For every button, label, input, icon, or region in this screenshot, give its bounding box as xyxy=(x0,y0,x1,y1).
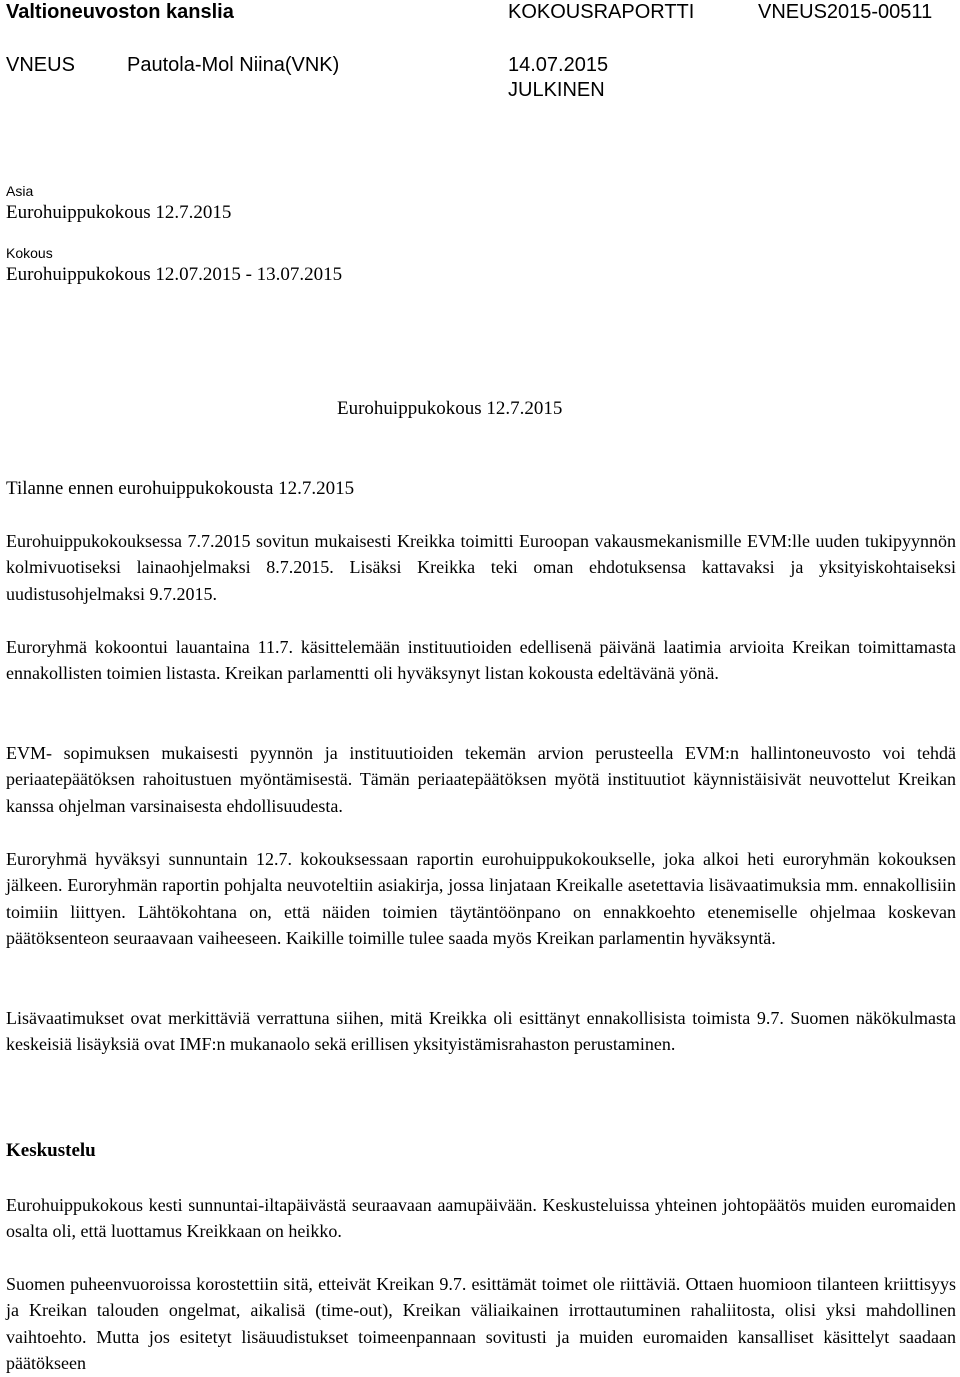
paragraph: EVM- sopimuksen mukaisesti pyynnön ja instituutioiden tekemän arvion perusteella EVM:n hallintoneuvosto voi tehdä periaatepäätöksen rahoitustuen myöntämisestä. Tämän periaatepäätöksen myötä instituutiot käynnistäisivät neuvottelut Kreikan kanssa ohjelman varsinaisesta ehdollisuudesta. xyxy=(6,743,956,816)
section-heading-discussion: Keskustelu xyxy=(6,1140,96,1161)
subject-value: Eurohuippukokous 12.7.2015 xyxy=(6,202,232,223)
unit-code: VNEUS xyxy=(6,54,75,76)
document-date: 14.07.2015 xyxy=(508,54,609,76)
paragraph: Euroryhmä hyväksyi sunnuntain 12.7. kokouksessaan raportin eurohuippukokoukselle, joka alkoi heti euroryhmän kokouksen jälkeen. Euroryhmän raportin pohjalta neuvoteltiin asiakirja, jossa linjataan Kreikalle asetettavia lisävaatimuksia mm. ennakollisiin toimiin liittyen. Lähtökohtana on, että näiden toimien täytäntöönpano on ennakkoehto etenemiselle ohjelmaa koskevan päätöksenteon seuraavaan vaiheeseen. Kaikille toimille tulee saada myös Kreikan parlamentin hyväksyntä. xyxy=(6,849,956,949)
paragraph: Lisävaatimukset ovat merkittäviä verrattuna siihen, mitä Kreikka oli esittänyt ennakollisista toimista 9.7. Suomen näkökulmasta keskeisiä lisäyksiä ovat IMF:n mukanaolo sekä erillisen yksityistämisrahaston perustaminen. xyxy=(6,1008,956,1055)
meeting-value: Eurohuippukokous 12.07.2015 - 13.07.2015 xyxy=(6,264,343,285)
classification: JULKINEN xyxy=(508,79,605,101)
paragraph: Suomen puheenvuoroissa korostettiin sitä, etteivät Kreikan 9.7. esittämät toimet ole riittäviä. Ottaen huomioon tilanteen kriittisyys ja Kreikan talouden ongelmat, aikalisä (time-out), Kreikan väliaikainen irrottautuminen rahaliitosta, olisi yksi mahdollinen vaihtoehto. Mutta jos esitetyt lisäuudistukset toimeenpannaan sovitusti ja muiden euromaiden kansalliset käsittelyt saadaan päätökseen xyxy=(6,1274,956,1374)
paragraph: Euroryhmä kokoontui lauantaina 11.7. käsittelemään instituutioiden edellisenä päivänä laatimia arvioita Kreikan toimittamasta ennakollisten toimien listasta. Kreikan parlamentti oli hyväksynyt listan kokousta edeltävänä yönä. xyxy=(6,637,956,684)
section-heading-situation: Tilanne ennen eurohuippukokousta 12.7.2015 xyxy=(6,478,355,499)
meeting-label: Kokous xyxy=(6,245,53,261)
document-id: VNEUS2015-00511 xyxy=(758,1,933,23)
paragraph: Eurohuippukokouksessa 7.7.2015 sovitun mukaisesti Kreikka toimitti Euroopan vakausmekanismille EVM:lle uuden tukipyynnön kolmivuotiseksi lainaohjelmaksi 8.7.2015. Lisäksi Kreikka teki oman ehdotuksensa kattavaksi ja yksityiskohtaiseksi uudistusohjelmaksi 9.7.2015. xyxy=(6,531,956,604)
author-name: Pautola-Mol Niina(VNK) xyxy=(127,54,340,76)
report-title: Eurohuippukokous 12.7.2015 xyxy=(337,398,563,419)
organization-name: Valtioneuvoston kanslia xyxy=(6,1,234,23)
document-type: KOKOUSRAPORTTI xyxy=(508,1,695,23)
subject-label: Asia xyxy=(6,183,34,199)
paragraph: Eurohuippukokous kesti sunnuntai-iltapäivästä seuraavaan aamupäivään. Keskusteluissa yhteinen johtopäätös muiden euromaiden osalta oli, että luottamus Kreikkaan on heikko. xyxy=(6,1195,956,1242)
